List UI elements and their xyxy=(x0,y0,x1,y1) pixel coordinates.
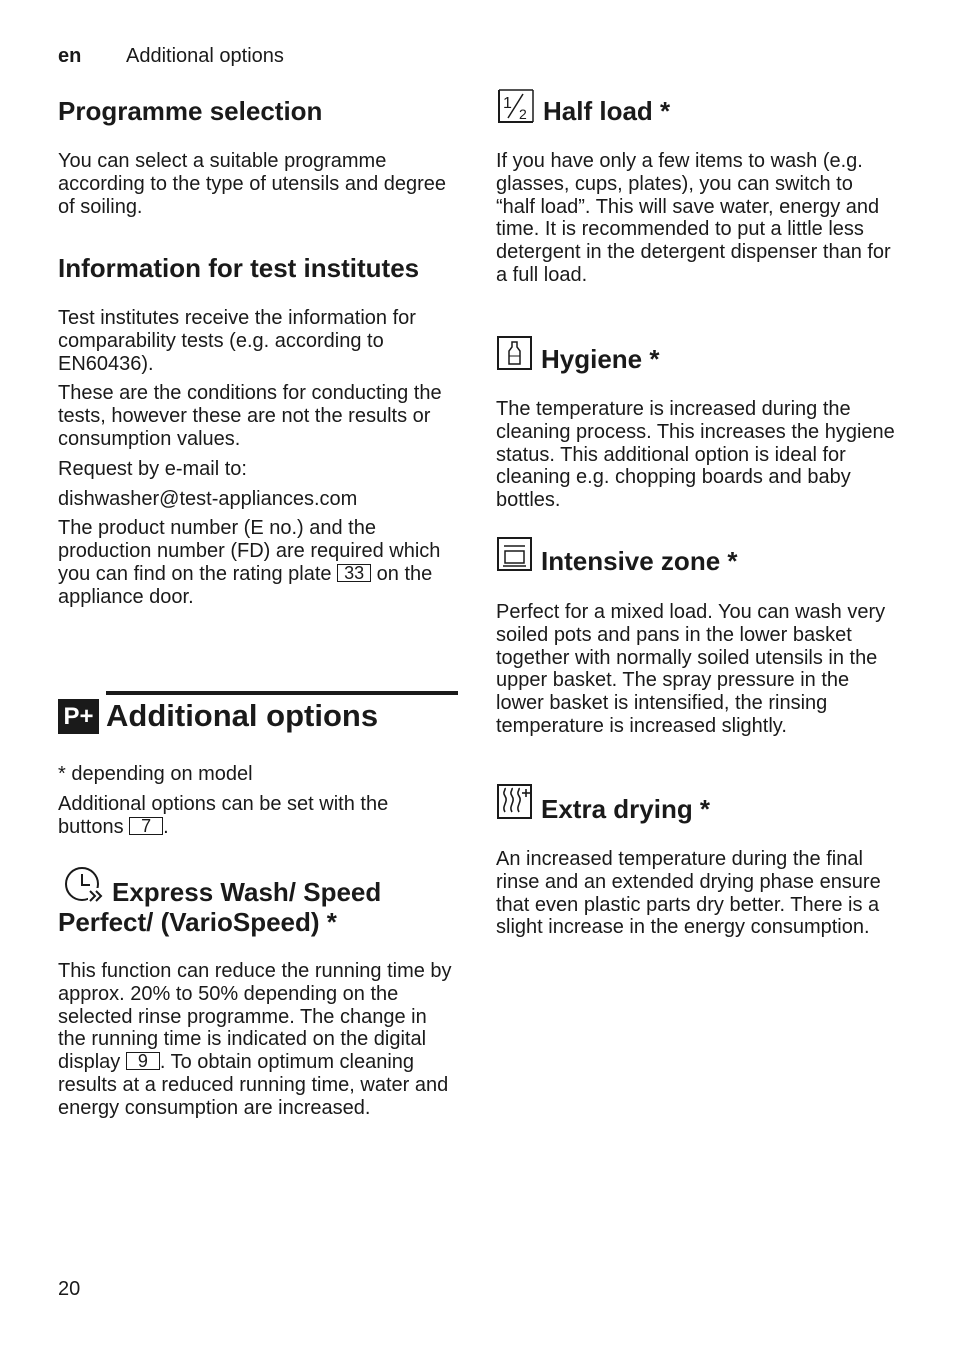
express-wash-text-main: This function can reduce the running time by approx. 20% to 50% depending on the selected rinse programme. The change in the running time is indicated on the digital display xyxy=(58,960,452,1074)
intensive-zone-icon xyxy=(497,537,533,576)
test-institutes-body xyxy=(58,307,458,616)
digital-display-ref: 9 xyxy=(126,1052,160,1070)
language-code: en xyxy=(58,45,82,67)
test-institutes-email[interactable]: dishwasher@test-appliances.com xyxy=(58,487,358,510)
hygiene-heading: Hygiene * xyxy=(541,344,660,374)
p-plus-icon: P+ xyxy=(58,699,99,734)
buttons-ref: 7 xyxy=(129,817,163,835)
half-load-heading: Half load * xyxy=(543,96,671,126)
test-institutes-p2: These are the conditions for conducting the tests, however these are not the results or consumption values. xyxy=(58,382,442,450)
rating-plate-ref: 33 xyxy=(337,564,371,582)
test-institutes-heading: Information for test institutes xyxy=(58,253,420,283)
page-number: 20 xyxy=(58,1278,81,1300)
additional-options-text-end: . xyxy=(163,815,169,838)
running-header-title: Additional options xyxy=(126,45,284,67)
test-institutes-p3: Request by e-mail to: xyxy=(58,457,247,480)
programme-selection-text: You can select a suitable programme according to the type of utensils and degree of soiling. xyxy=(58,150,447,218)
test-institutes-p4-text: The product number (E no.) and the production number (FD) are required which you can find on the rating plate xyxy=(58,517,441,585)
hygiene-text: The temperature is increased during the cleaning process. This increases the hygiene status. This additional option is ideal for cleaning e.g. chopping boards and baby bottles. xyxy=(496,398,895,512)
express-wash-text-end: . To obtain optimum cleaning results at a reduced running time, water and energy consumption are increased. xyxy=(58,1051,449,1119)
test-institutes-p1: Test institutes receive the information for comparability tests (e.g. according to EN60436). xyxy=(58,307,416,375)
express-wash-heading: Express Wash/ Speed Perfect/ (VarioSpeed) * xyxy=(58,877,382,937)
half-load-text: If you have only a few items to wash (e.g. glasses, cups, plates), you can switch to “half load”. This will save water, energy and time. It is recommended to put a little less detergent in the detergent dispenser than for a full load. xyxy=(496,150,891,286)
intensive-zone-text: Perfect for a mixed load. You can wash very soiled pots and pans in the lower basket together with normally soiled utensils in the upper basket. The spray pressure in the lower basket is intensified, the rinsing temperature is increased slightly. xyxy=(496,601,886,737)
programme-selection-heading: Programme selection xyxy=(58,96,323,126)
additional-options-body xyxy=(58,763,458,845)
svg-text:1: 1 xyxy=(503,95,512,112)
test-institutes-p4-end: on the appliance door. xyxy=(58,562,433,608)
additional-options-text xyxy=(58,793,458,839)
extra-drying-icon xyxy=(497,784,533,825)
test-institutes-p4 xyxy=(58,517,458,608)
half-load-icon xyxy=(497,88,535,129)
model-note: * depending on model xyxy=(58,763,253,785)
svg-text:2: 2 xyxy=(519,106,527,122)
section-rule xyxy=(106,691,458,695)
hygiene-bottle-icon xyxy=(497,336,533,375)
express-wash-text xyxy=(58,960,458,1120)
additional-options-text-main: Additional options can be set with the buttons xyxy=(58,792,389,838)
intensive-zone-heading: Intensive zone * xyxy=(541,546,738,576)
extra-drying-heading: Extra drying * xyxy=(541,794,711,824)
additional-options-heading: Additional options xyxy=(106,698,379,733)
extra-drying-text: An increased temperature during the final rinse and an extended drying phase ensure that even plastic parts dry better. There is a slight increase in the energy consumption. xyxy=(496,848,881,939)
